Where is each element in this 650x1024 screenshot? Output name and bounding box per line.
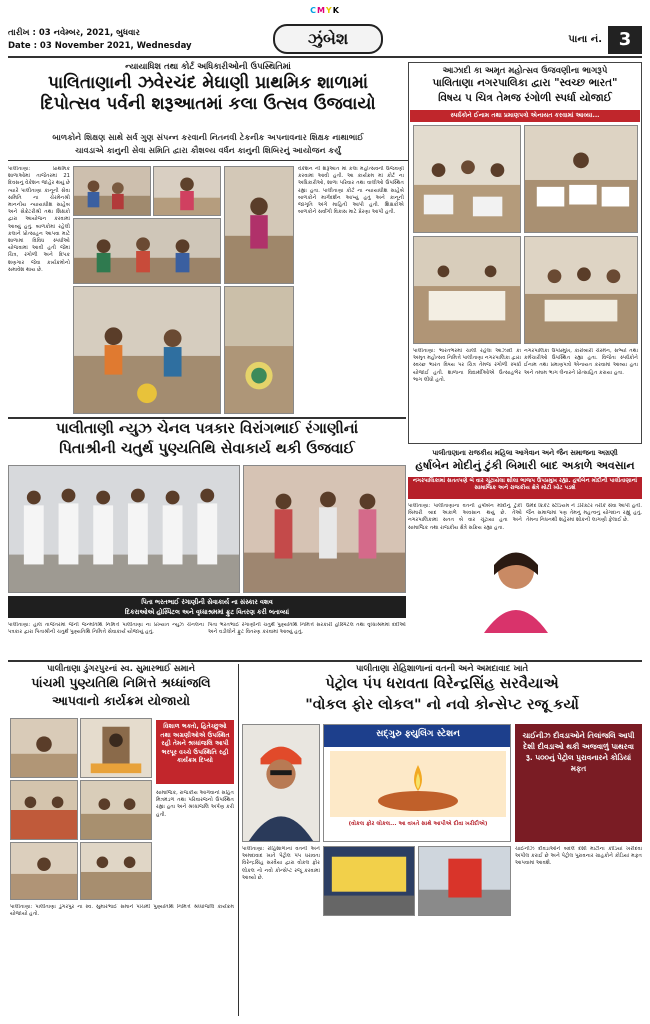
story6-divider <box>238 664 239 1016</box>
advert-tagline: (વોકલ ફોર લોકલ... આ વખતે સાથે આપીએ દીવા ખરીદીએ) <box>348 821 488 827</box>
story2-headline-line1: પાલિતાણા નગરપાલિકા દ્વારા "સ્વચ્છ ભારત" <box>432 77 618 89</box>
story1-body-col1: પાલીતાણા: પ્રાથમિક શાળાઓમાં તાજેતરમાં 21 દિવસનું વેકેશન જાહેર થયું છે ત્યારે પાલીતાણા કાનૂની સેવા સમિતિ ના ચેરમેનશ્રી માનનીય ન્યાયાધીશ સાહેબ અને સેક્રેટરીશ્રી તથા શિક્ષકો દ્વારા આયોજન કરવામાં આવ્યું હતું. બાળકોમાં રહેલી કલાને પ્રોત્સાહન આપવા માટે શાળામાં વિવિધ સ્પર્ધાઓ યોજવામાં આવી હતી જેમાં ચિત્ર, રંગોળી અને દિપક શણગાર જેવા કાર્યક્રમોનો સમાવેશ થાય છે. <box>8 166 70 273</box>
story4-body-col2: ઉમેદ ક્રિકેટ સ્ટેડિયમ ને ડીરેક્ટર તરીકે સેવા આપી હતી. જૈન સમાજમાં પણ તેમનું મહત્વનું યોગદાન રહ્યું હતું. તેમના નિધનથી શહેરમાં શોકની લાગણી ફેલાઈ છે. <box>526 503 642 524</box>
date-gujarati: તારીખ : 03 નવેમ્બર, 2021, બુધવાર <box>8 28 140 38</box>
lower-section-rule <box>8 660 642 662</box>
story6-body-col1: પાલીતાણા: રોહિશાળાનાં વતની અને અમદાવાદ ખાતે પેટ્રોલ પંપ ધરાવતા વિરેન્દ્રસિંહ સરવૈયા દ્વારા વોકલ ફોર લોકલ નો નવો કોન્સેપ્ટ રજૂ કરવામાં આવ્યો છે. <box>242 846 320 881</box>
story1-body-col2: વેકેશન ની શરૂઆત માં કલા મહોત્સવની ઉજવણી કરવામાં આવી હતી. આ કાર્યક્રમ માં કોર્ટ ના અધિકારીઓ, શાળા પરિવાર તથા વાલીઓ ઉપસ્થિત રહ્યા હતા. પાલીતાણા કોર્ટ ના ન્યાયાધીશ સાહેબે બાળકોને માર્ગદર્શન આપ્યું હતું અને કાનૂની જાગૃતિ અંગે માહિતી આપી હતી. શિક્ષકોએ બાળકોને સર્વાંગી વિકાસ માટે પ્રેરણા આપી હતી. <box>298 166 404 216</box>
story5-photo-5 <box>10 842 78 900</box>
story6-headline-line1: પેટ્રોલ પંપ ધરાવતા વિરેન્દ્રસિંહ સરવૈયાએ <box>325 676 559 692</box>
story5-body-col2: સામાજિક, રાજકીય આગેવાનો સહિત મિત્રમંડળ તથા પરિવારજનો ઉપસ્થિત રહ્યા હતા અને શ્રધ્ધાંજલિ અર્પણ કરી હતી. <box>156 790 234 818</box>
story4-body-col1: પાલીતાણા: પાલીતાણાના વતની હર્ષાબેન મોદીનું ટુંકી બિમારી બાદ અકાળે અવસાન થયું છે. તેઓ નગરપાલિકામાં સતત બે વાર ચૂંટાયા હતા અને સામાજિક તથા રાજકીય ક્ષેત્રે સક્રિય રહ્યા હતા. <box>408 503 522 531</box>
story5-photo-3 <box>10 780 78 840</box>
story5-photo-1 <box>10 718 78 778</box>
story6-headline-line2: "વોકલ ફોર લોકલ" નો નવો કોન્સેપ્ટ રજૂ કર્યો <box>305 697 579 713</box>
story4-banner: નગરપાલિકામાં સતતપણે બે વાર ચૂંટાયેલા શીલા ભાજપ ઉપપ્રમુખ રહ્યા. હર્ષાબેન મોદીની પાલીતાણાનાં સામાજિક અને રાજકીય ક્ષેત્રે મોટી ખોટ પડશે <box>408 477 642 499</box>
story5-photo-6 <box>80 842 152 900</box>
newspaper-logo: ઝુંબેશ <box>273 24 383 54</box>
story1-photo-4 <box>73 286 221 414</box>
story1-headline-line1: પાલિતાણાની ઝવેરચંદ મેઘાણી પ્રાથમિક શાળામાં <box>47 73 369 93</box>
story6-photo-2 <box>323 846 415 916</box>
story1-photo-1 <box>73 166 151 216</box>
story5-photo-2 <box>80 718 152 778</box>
story5-headline-line2: આપવાનો કાર્યક્રમ યોજાયો <box>52 693 190 708</box>
story4-kicker: પાલીતાણાના રાજકીય મહિલા આગેવાન અને જૈન સમાજના અગ્રણી <box>432 449 618 457</box>
story4-headline: હર્ષાબેન મોદીનું ટુંકી બિમારી બાદ અકાળે અવસાન <box>415 459 635 472</box>
story2-photo-1 <box>413 125 521 233</box>
story1-photo-6 <box>224 286 294 414</box>
story2-photo-4 <box>524 236 638 344</box>
advert-title: સદ્ગુરુ ફ્યુલિંગ સ્ટેશન <box>376 729 460 739</box>
date-english: Date : 03 November 2021, Wednesday <box>8 41 192 51</box>
story1-subhead-line1: બાળકોને શિક્ષણ સાથે સર્વ ગુણ સંપન્ન કરવાની નિતનવી ટેકનીક અપનાવનાર શિક્ષક નાથાભાઈ <box>52 132 364 142</box>
story5-photo-4 <box>80 780 152 840</box>
story2-headline-line2: વિષય પ ચિત્ર તેમજ રંગોળી સ્પર્ધા યોજાઈ <box>438 92 612 104</box>
story1-photo-3 <box>73 218 221 284</box>
story2-banner: સ્પર્ધકોને ઈનામ તથા પ્રમાણપત્રો એનાયત કરવામાં આવ્યા... <box>410 110 640 122</box>
story5-kicker: પાલીતાણા ડુંગરપુરનાં સ્વ. સુમારભાઈ સમાને <box>47 664 195 674</box>
story3-banner <box>8 596 406 618</box>
page-number: 3 <box>608 26 642 54</box>
story5-body-col1: પાલીતાણા: પાલીતાણા ડુંગરપુર ના સ્વ. સુમારભાઈ સમાને પાંચમી પુણ્યતિથિ નિમિત્તે શ્રધ્ધાંજલિ કાર્યક્રમ યોજાયો હતો. <box>10 904 234 918</box>
story1-headline-line2: દિપોત્સવ પર્વની શરૂઆતમાં કલા ઉત્સવ ઉજવાયો <box>40 94 376 114</box>
story3-photo-2 <box>243 465 406 593</box>
masthead <box>8 26 642 58</box>
story6-photo-3 <box>418 846 511 916</box>
story6-kicker: પાલીતાણા રોહિશાળાનાં વતની અને અમદાવાદ ખાતે <box>355 664 529 674</box>
story1-photo-5 <box>224 166 294 284</box>
story3-body-col2: પિતા ભરતભાઈ રંગાણીની ચતુર્થ પુણ્યતિથિ નિમિત્તે સરકારી હોસ્પિટલ તથા વૃધ્ધાશ્રમમાં દર્દીઓ અને વડીલોને ફ્રુટ વિતરણ કરવામાં આવ્યું હતું. <box>208 622 406 636</box>
story6-side-box: ચાઈનીઝ દીવડાઓને તિલાંજલિ આપી દેશી દીવડાઓ થકી અજવાળું પાથરવા રૂ. ૫૦૦નું પેટ્રોલ પુરાવનારને કોડિયાં મફત <box>515 724 642 842</box>
story6-body-col2: ચાઈનીઝ દીવડાઓને બદલે દેશી માટીના કોડિયાં ખરીદવા અપીલ કરાઈ છે અને પેટ્રોલ પુરાવનાર ગ્રાહકોને કોડિયાં મફત આપવામાં આવશે. <box>515 846 642 867</box>
story2-photo-3 <box>413 236 521 344</box>
story1-photo-2 <box>153 166 221 216</box>
print-registration-marks: CMYK <box>310 6 340 15</box>
story3-banner-line2: દિકરાઓએ હોસ્પિટલ અને વૃધ્ધાશ્રમમાં ફ્રુટ વિતરણ કરી બતાવ્યાં <box>124 608 290 616</box>
page-label: પાના નં. <box>568 34 602 45</box>
story2-photo-2 <box>524 125 638 233</box>
story2-body-col1: પાલીતાણા: ભારતભરમાં ચાલી રહેલા આઝાદી કા અમૃત મહોત્સવ નિમિત્તે પાલીતાણા નગરપાલિકા દ્વારા સ્વચ્છ ભારત વિષય પર ચિત્ર તેમજ રંગોળી સ્પર્ધા યોજાઈ હતી. શાળાના વિદ્યાર્થીઓએ ઉત્સાહભેર ભાગ લીધો હતો. <box>413 348 521 383</box>
story5-headline-line1: પાંચમી પુણ્યતિથિ નિમિત્તે શ્રધ્ધાંજલિ <box>31 675 211 690</box>
story1-kicker: ન્યાયાધિશ તથા કોર્ટ અધિકારીઓની ઉપસ્થિતિમાં <box>125 62 291 72</box>
story3-photo-1 <box>8 465 240 593</box>
story6-advert <box>323 724 511 842</box>
story3-headline-line1: પાલીતાણી ન્યુઝ ચેનલ પત્રકાર વિરાંગભાઈ રંગાણીનાં <box>55 421 359 437</box>
advert-diya-icon <box>330 751 506 817</box>
story1-divider <box>8 160 408 161</box>
story3-body-col1: પાલીતાણા: હાલ તાજેતરમાં જેની જન્મતિથિ નિમિત્તે પાલીતાણા ના પ્રખ્યાત ન્યુઝ ચેનલના પત્રકાર દ્વારા પિતાશ્રીની ચતુર્થ પુણ્યતિથિ નિમિત્તે સેવાકાર્ય યોજાયું હતું. <box>8 622 204 636</box>
story2-body-col2: નગરપાલિકા ઉપપ્રમુખ, કારોબારી ચેરમેન, સભ્યો તથા કર્મચારીઓ ઉપસ્થિત રહ્યા હતા. વિજેતા સ્પર્ધકોને ઈનામ તથા પ્રમાણપત્રો એનાયત કરવામાં આવ્યા હતા અને તમામ ભાગ લેનારને પ્રોત્સાહિત કરાયા હતા. <box>524 348 638 376</box>
story2-kicker: આઝાદી કા અમૃત મહોત્સવ ઉજવણીના ભાગરૂપે <box>442 66 608 76</box>
story1-subhead-line2: ચાવડાએ કાનુની સેવા સમિતિ દ્વારા કૌશલ્ય વર્ધન કાનુની શિબિરનું આયોજન કર્યું <box>75 145 341 155</box>
story3-banner-line1: પિતા ભરતભાઈ રંગાણીની સેવાકાર્ય ના સંસ્કાર વશવ <box>141 598 273 606</box>
story3-top-rule <box>8 417 406 419</box>
story3-headline-line2: પિતાશ્રીની ચતુર્થ પુણ્યતિથિ સેવાકાર્ય થકી ઉજવાઈ <box>59 441 355 457</box>
story6-portrait <box>242 724 320 842</box>
story6-body-col1b <box>323 920 511 1016</box>
story5-highlight-box: વિશાળ ભક્તો, હિતેચ્છુઓ તથા અગ્રણીઓએ ઉપસ્થિત રહી તેમને શ્રધ્ધાંજલિ આપી ભરપૂર વચ્ચે ઉપસ્થિતિ રહી કાર્યક્રમ દિપ્યો <box>156 720 234 784</box>
